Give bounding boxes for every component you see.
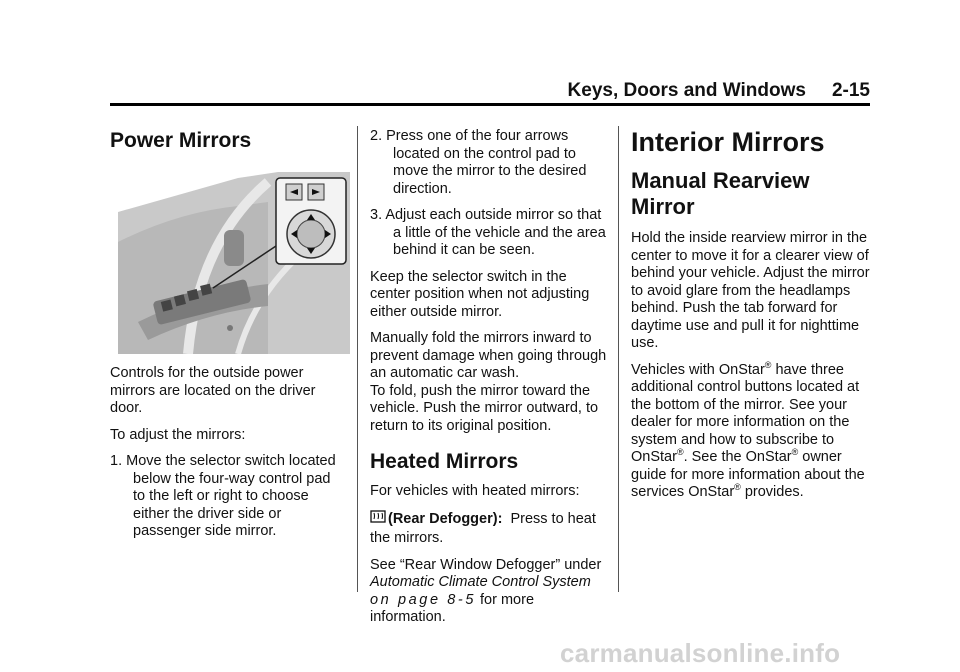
- rearview-paragraph: Hold the inside rearview mirror in the center to move it for a clearer view of behind your vehicle. Adjust the mirror to avoid glare from the headlamps behind. Push the tab forward for daytime use and pull it for nighttime use.: [631, 230, 870, 351]
- onstar-text-d: owner guide for more information about the services OnStar: [631, 449, 865, 500]
- door-panel-image: [118, 172, 350, 354]
- power-mirrors-heading: Power Mirrors: [110, 129, 252, 152]
- column-divider-1: [357, 126, 358, 592]
- see-suffix: for more information.: [370, 591, 535, 625]
- heated-intro: For vehicles with heated mirrors:: [370, 483, 580, 499]
- onstar-text-c: . See the OnStar: [683, 449, 792, 465]
- reg-mark: ®: [676, 447, 684, 458]
- page-number: 2-15: [831, 80, 870, 101]
- see-italic-title: Automatic Climate Control System: [370, 574, 591, 590]
- reg-mark: ®: [734, 482, 741, 493]
- header-rule: [110, 103, 870, 106]
- page-header: [110, 80, 870, 102]
- heated-mirrors-heading: Heated Mirrors: [370, 450, 519, 473]
- adjust-intro: To adjust the mirrors:: [110, 426, 246, 443]
- mirror-controls-illustration: [118, 172, 350, 354]
- step-3: 3. Adjust each outside mirror so that a little of the vehicle and the area behind it can be seen.: [370, 207, 606, 258]
- see-page-ref[interactable]: on page 8-5: [370, 591, 476, 608]
- rear-defogger-entry: [370, 510, 608, 548]
- onstar-text-b: have three additional control buttons located at the bottom of the mirror. See your dealer for more information on the system and how to subscribe to OnStar: [631, 361, 860, 465]
- step-2: 2. Press one of the four arrows located on the control pad to move the mirror to the desired direction.: [370, 128, 587, 197]
- defogger-label: (Rear Defogger):: [388, 510, 503, 527]
- reg-mark: ®: [764, 359, 772, 370]
- selector-paragraph: Keep the selector switch in the center position when not adjusting either outside mirror.: [370, 268, 590, 320]
- onstar-text-e: provides.: [744, 484, 804, 500]
- onstar-text-a: Vehicles with OnStar: [631, 361, 765, 378]
- right-column: [631, 126, 871, 511]
- rear-defogger-icon: [370, 510, 386, 531]
- fold-paragraph-1: Manually fold the mirrors inward to prevent damage when going through an automatic car wash.: [370, 330, 607, 381]
- mirror-controls-caption: Controls for the outside power mirrors are located on the driver door.: [110, 365, 316, 416]
- fold-paragraph-2: To fold, push the mirror toward the vehicle. Push the mirror outward, to return to its original position.: [370, 382, 599, 434]
- middle-column: [370, 128, 608, 636]
- onstar-paragraph: [631, 359, 871, 502]
- interior-mirrors-heading: Interior Mirrors: [631, 127, 825, 157]
- watermark-text: carmanualsonline.info: [560, 638, 841, 668]
- step-1: 1. Move the selector switch located below the four-way control pad to the left or right to choose either the driver side or passenger side mirror.: [110, 453, 336, 539]
- column-divider-2: [618, 126, 619, 592]
- section-title: Keys, Doors and Windows: [567, 80, 806, 101]
- manual-rearview-heading: Manual Rearview Mirror: [631, 168, 810, 219]
- reg-mark: ®: [791, 447, 799, 458]
- defogger-text: Press to heat the mirrors.: [370, 510, 596, 546]
- see-reference: [370, 557, 608, 627]
- see-prefix: See “Rear Window Defogger” under: [370, 556, 602, 573]
